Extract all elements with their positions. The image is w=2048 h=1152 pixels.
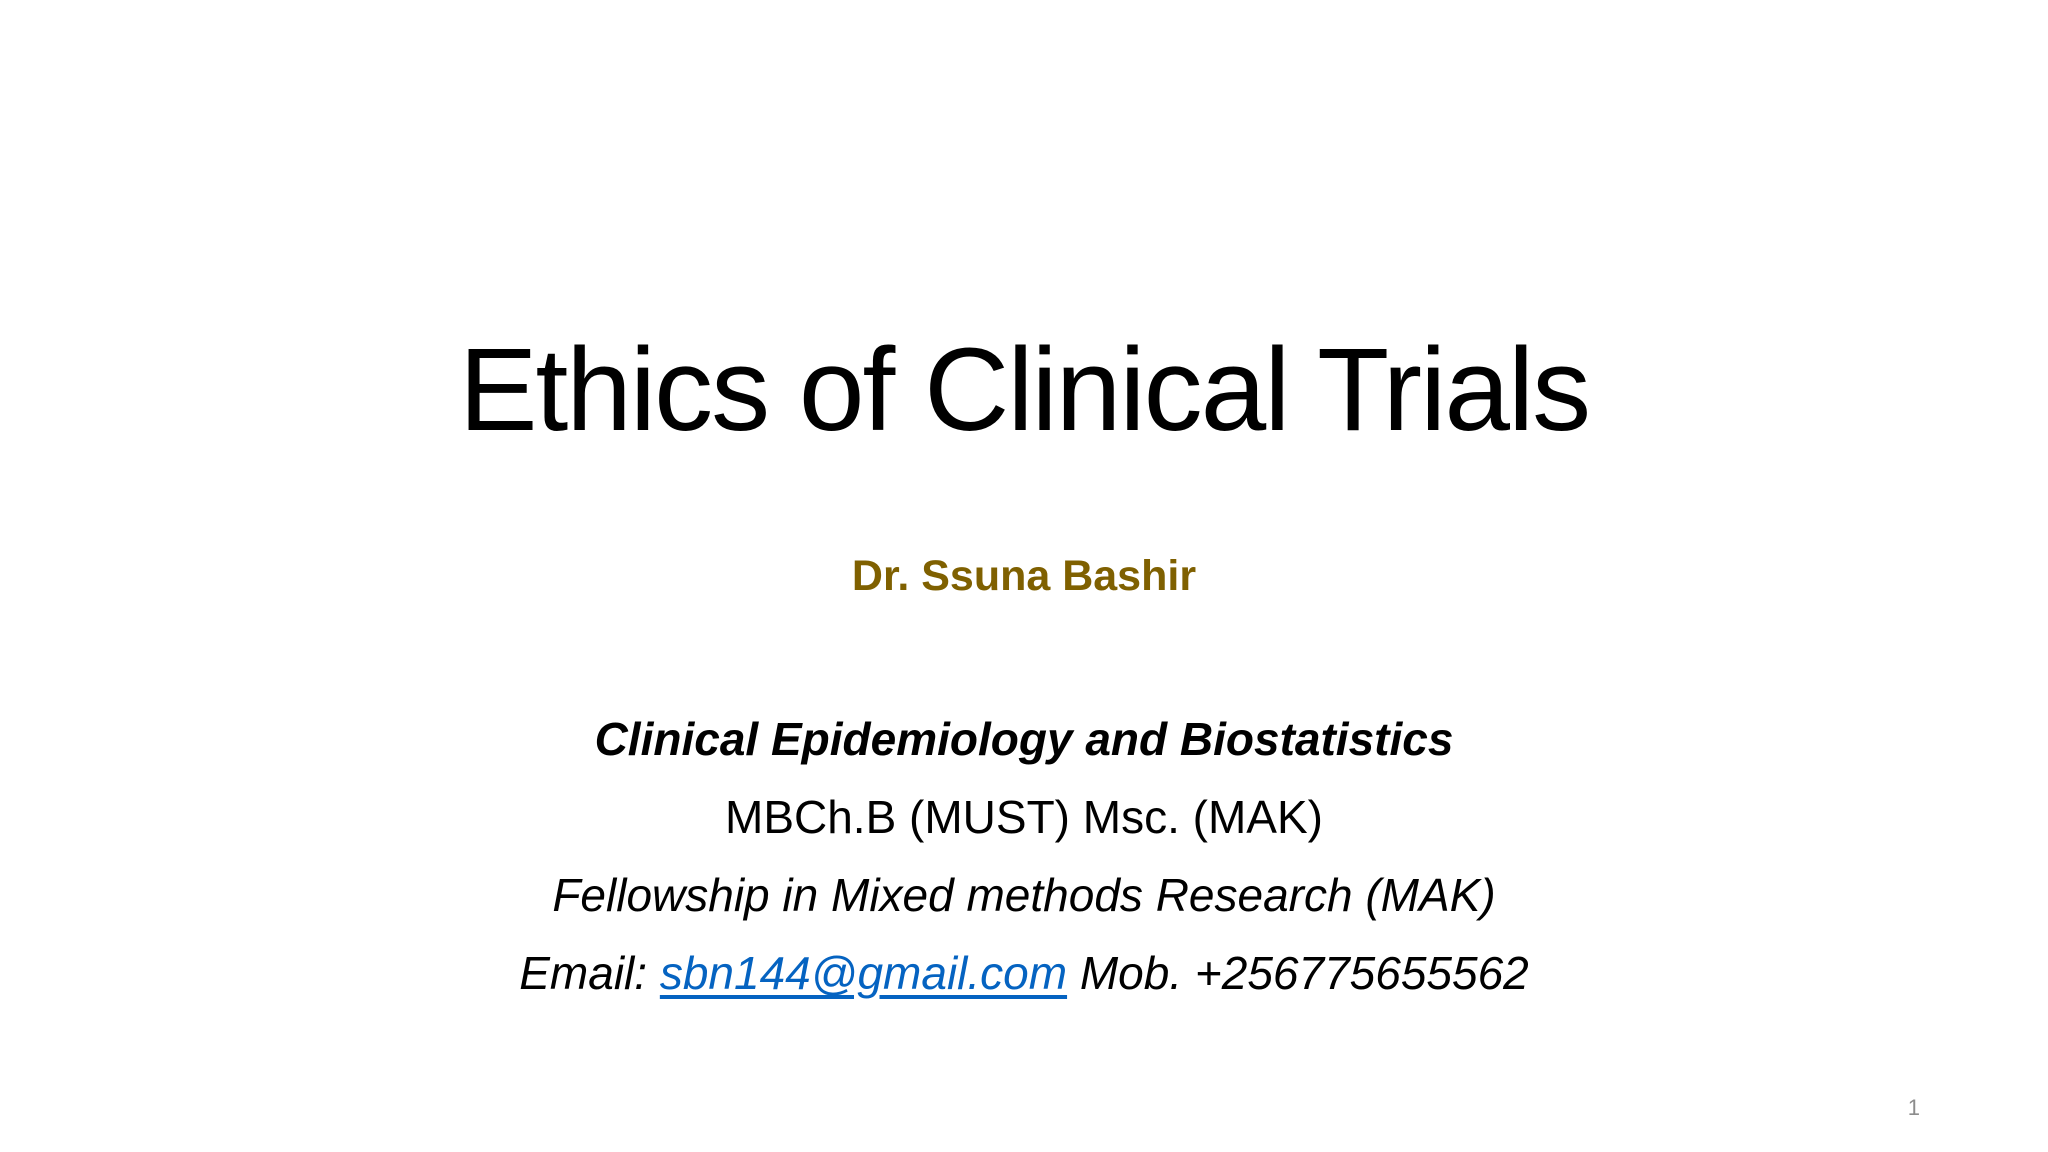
- department: Clinical Epidemiology and Biostatistics: [594, 713, 1454, 765]
- email-label: Email:: [519, 947, 660, 999]
- degrees: MBCh.B (MUST) Msc. (MAK): [725, 791, 1323, 843]
- author-name: Dr. Ssuna Bashir: [851, 552, 1197, 600]
- slide-title: Ethics of Clinical Trials: [458, 324, 1590, 456]
- contact-line: [0, 934, 2048, 1012]
- email-link[interactable]: sbn144@gmail.com: [659, 947, 1068, 999]
- author-info: [0, 700, 2048, 1012]
- fellowship: Fellowship in Mixed methods Research (MAK): [552, 869, 1496, 921]
- page-number: 1: [1907, 1095, 1920, 1120]
- mobile-number: Mob. +256775655562: [1067, 947, 1529, 999]
